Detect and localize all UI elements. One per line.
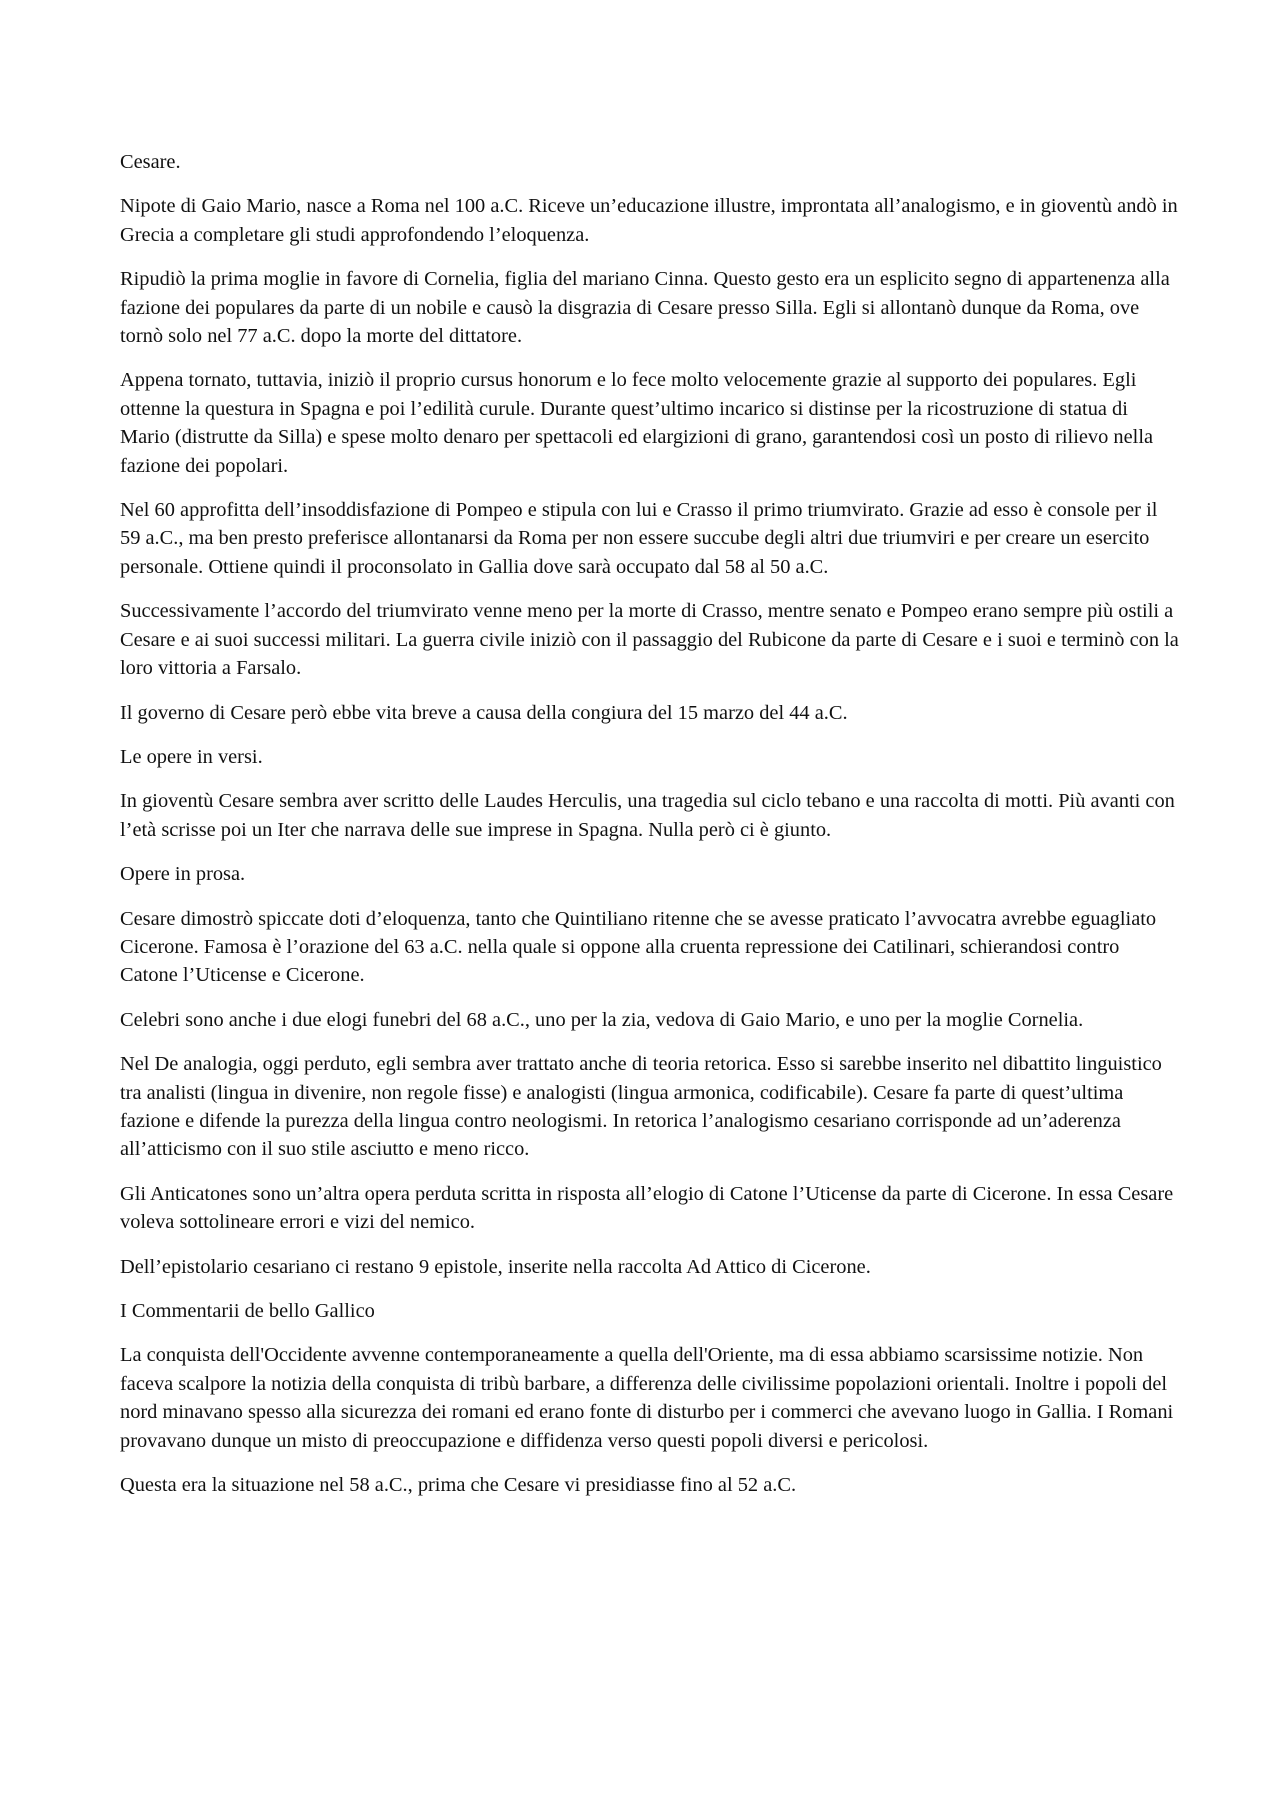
heading-prose-works: Opere in prosa. — [120, 863, 246, 886]
document-body — [120, 148, 1180, 1515]
paragraph-anticatones: Gli Anticatones sono un’altra opera perduta scritta in risposta all’elogio di Catone l’Uticense da parte di Cicerone. In essa Cesare voleva sottolineare errori e vizi del nemico. — [120, 1182, 1174, 1234]
paragraph-triumvirate: Nel 60 approfitta dell’insoddisfazione di Pompeo e stipula con lui e Crasso il primo triumvirato. Grazie ad esso è console per il 59 a.C., ma ben presto preferisce allontanarsi da Roma per non essere succube degli altri due triumviri e per creare un esercito personale. Ottiene quindi il proconsolato in Gallia dove sarà occupato dal 58 al 50 a.C. — [120, 499, 1158, 578]
heading-verse-works: Le opere in versi. — [120, 745, 263, 768]
heading-cesare: Cesare. — [120, 151, 181, 173]
paragraph-epistolary: Dell’epistolario cesariano ci restano 9 epistole, inserite nella raccolta Ad Attico di Cicerone. — [120, 1255, 871, 1278]
paragraph-conquest-west: La conquista dell'Occidente avvenne contemporaneamente a quella dell'Oriente, ma di essa abbiamo scarsissime notizie. Non faceva scalpore la notizia della conquista di tribù barbare, a differenza delle civilissime popolazioni orientali. Inoltre i popoli del nord minavano spesso alla sicurezza dei romani ed erano fonte di disturbo per i commerci che avevano luogo in Gallia. I Romani provavano dunque un misto di preoccupazione e diffidenza verso questi popoli diversi e pericolosi. — [120, 1344, 1174, 1452]
paragraph-situation-58: Questa era la situazione nel 58 a.C., prima che Cesare vi presidiasse fino al 52 a.C. — [120, 1474, 797, 1497]
paragraph-cornelia: Ripudiò la prima moglie in favore di Cornelia, figlia del mariano Cinna. Questo gesto era un esplicito segno di appartenenza alla fazione dei populares da parte di un nobile e causò la disgrazia di Cesare presso Silla. Egli si allontanò dunque da Roma, ove tornò solo nel 77 a.C. dopo la morte del dittatore. — [120, 268, 1170, 348]
paragraph-civil-war: Successivamente l’accordo del triumvirato venne meno per la morte di Crasso, mentre senato e Pompeo erano sempre più ostili a Cesare e ai suoi successi militari. La guerra civile iniziò con il passaggio del Rubicone da parte di Cesare e i suoi e terminò con la loro vittoria a Farsalo. — [120, 600, 1179, 680]
paragraph-cursus-honorum: Appena tornato, tuttavia, iniziò il proprio cursus honorum e lo fece molto velocemente grazie al supporto dei populares. Egli ottenne la questura in Spagna e poi l’edilità curule. Durante quest’ultimo incarico si distinse per la ricostruzione di statua di Mario (distrutte da Silla) e spese molto denaro per spettacoli ed elargizioni di grano, garantendosi così un posto di rilievo nella fazione dei popolari. — [120, 369, 1154, 477]
heading-commentarii: I Commentarii de bello Gallico — [120, 1300, 375, 1322]
paragraph-conspiracy: Il governo di Cesare però ebbe vita breve a causa della congiura del 15 marzo del 44 a.C. — [120, 701, 848, 724]
paragraph-origins: Nipote di Gaio Mario, nasce a Roma nel 100 a.C. Riceve un’educazione illustre, improntata all’analogismo, e in gioventù andò in Grecia a completare gli studi approfondendo l’eloquenza. — [120, 195, 1178, 246]
paragraph-verse-works: In gioventù Cesare sembra aver scritto delle Laudes Herculis, una tragedia sul ciclo tebano e una raccolta di motti. Più avanti con l’età scrisse poi un Iter che narrava delle sue imprese in Spagna. Nulla però ci è giunto. — [120, 790, 1175, 841]
paragraph-funeral-eulogies: Celebri sono anche i due elogi funebri del 68 a.C., uno per la zia, vedova di Gaio Mario, e uno per la moglie Cornelia. — [120, 1008, 1084, 1031]
paragraph-eloquence: Cesare dimostrò spiccate doti d’eloquenza, tanto che Quintiliano ritenne che se avesse praticato l’avvocatra avrebbe eguagliato Cicerone. Famosa è l’orazione del 63 a.C. nella quale si oppone alla cruenta repressione dei Catilinari, schierandosi contro Catone l’Uticense e Cicerone. — [120, 907, 1157, 987]
paragraph-de-analogia: Nel De analogia, oggi perduto, egli sembra aver trattato anche di teoria retorica. Esso si sarebbe inserito nel dibattito linguistico tra analisti (lingua in divenire, non regole fisse) e analogisti (lingua armonica, codificabile). Cesare fa parte di quest’ultima fazione e difende la purezza della lingua contro neologismi. In retorica l’analogismo cesariano corrisponde ad un’aderenza all’atticismo con il suo stile asciutto e meno ricco. — [120, 1053, 1162, 1161]
